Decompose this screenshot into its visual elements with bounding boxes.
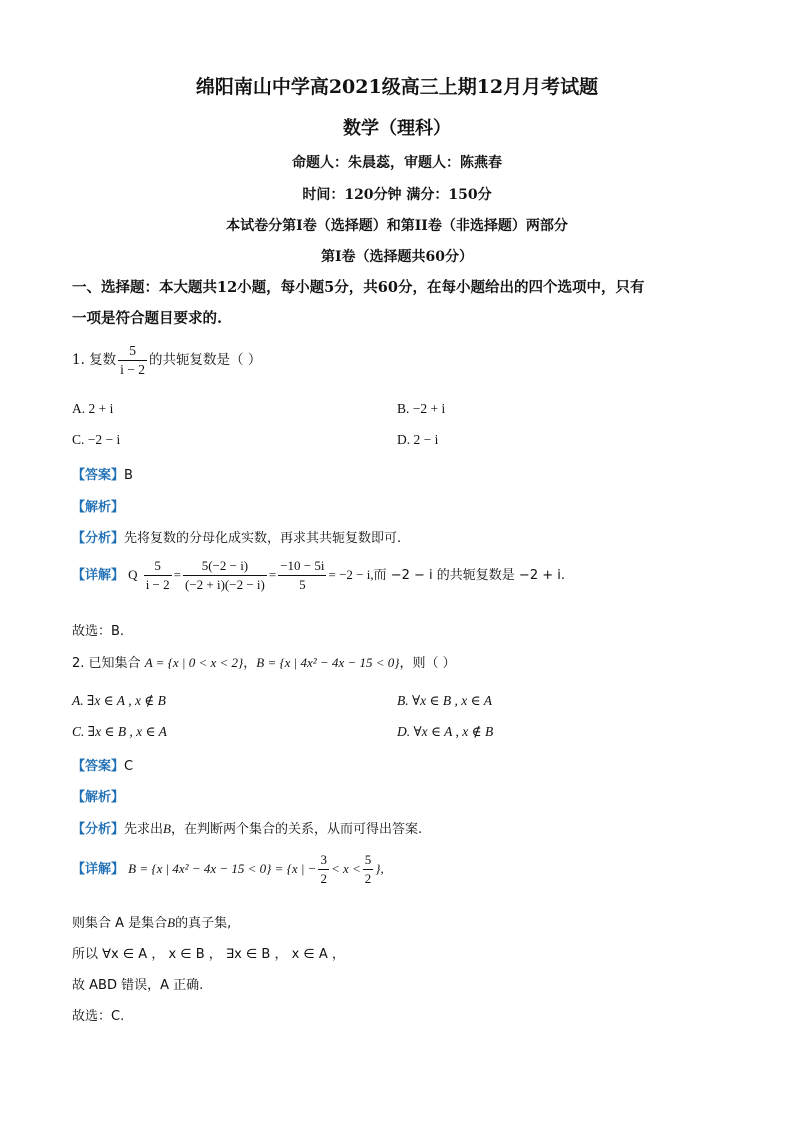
q1-detail-frac1: [144, 558, 172, 593]
q1-fraction: [118, 343, 147, 378]
section1-line1: 一、选择题：本大题共12小题，每小题5分，共60分，在每小题给出的四个选项中，只有: [72, 279, 645, 296]
jiexi-tag: 【解析】: [72, 790, 125, 805]
q1-tail: 的共轭复数是（ ）: [149, 352, 262, 368]
frac-den: i − 2: [145, 577, 170, 592]
q2-detail-right: },: [375, 861, 384, 876]
frac-num: 5: [144, 558, 172, 576]
q2-fenxi: [72, 818, 422, 837]
q1-frac-num: 5: [118, 343, 147, 361]
q2-sep: ，: [243, 656, 257, 671]
exam-title: 绵阳南山中学高2021级高三上期12月月考试题: [195, 76, 599, 98]
q2-jiexi: [72, 786, 124, 805]
q2-choose: 故选：C.: [72, 1009, 125, 1024]
q2-set-a: A = {x | 0 < x < 2}: [144, 655, 244, 670]
q2-option-d: D. ∀x ∈ A , x ∉ B: [397, 724, 494, 739]
q1-option-b: B. −2 + i: [397, 401, 446, 416]
q1-detail: 【详解】 Q $\frac{5}{i - 2}$ = $\frac{5(-2 - i)}{(-2 + i)(-2 - i)}$ = $\frac{-10 - 5i}{5}$ = −2 − i,而 −2 − i 的共轭复数是 −2 + i.: [72, 558, 565, 592]
q2-detail-frac2: [363, 852, 374, 887]
q2-option-a: A. ∃x ∈ A , x ∉ B: [72, 693, 166, 708]
q2-line1: [72, 912, 231, 931]
fenxi-tag: 【分析】: [72, 822, 125, 837]
q2-option-c: C. ∃x ∈ B , x ∈ A: [72, 724, 167, 739]
subject-title: 数学（理科）: [343, 118, 451, 139]
q2-detail-mid: < x <: [330, 861, 361, 876]
authors-line: 命题人：朱晨蕊，审题人：陈燕春: [292, 155, 502, 171]
q2-detail: [72, 852, 384, 887]
q1-option-d: D. 2 − i: [397, 432, 439, 447]
q2-detail-left: B = {x | 4x² − 4x − 15 < 0} = {x | −: [128, 861, 317, 876]
q1-choose: 故选：B.: [72, 624, 125, 639]
q1-option-c: C. −2 − i: [72, 432, 121, 447]
q2-fenxi-pre: 先求出: [124, 822, 164, 837]
q2-line1-var: B: [167, 915, 176, 930]
q1-result: = −2 − i,: [328, 567, 374, 582]
q1-option-a: A. 2 + i: [72, 401, 114, 416]
xiangjie-tag: 【详解】: [72, 568, 125, 583]
frac-den: 2: [364, 871, 372, 886]
q1-fenxi: [72, 527, 401, 546]
q1-fenxi-text: 先将复数的分母化成实数，再求其共轭复数即可.: [124, 531, 402, 546]
q2-option-b: B. ∀x ∈ B , x ∈ A: [397, 693, 492, 708]
question-2-stem: [72, 652, 456, 671]
q1-jiexi: [72, 496, 124, 515]
frac-den: (−2 + i)(−2 − i): [184, 577, 265, 592]
answer-tag: 【答案】: [72, 759, 125, 774]
q2-prefix: 2. 已知集合: [72, 656, 141, 671]
q1-answer: [72, 464, 133, 483]
q2-set-b: B = {x | 4x² − 4x − 15 < 0}: [256, 655, 400, 670]
q2-fenxi-var: B: [163, 821, 171, 836]
q2-line3: 故 ABD 错误，A 正确.: [72, 978, 204, 993]
because-symbol: Q: [128, 567, 138, 582]
part1-heading: 第I卷（选择题共60分）: [320, 249, 474, 265]
q2-line2: 所以 ∀x ∈ A ， x ∈ B ， ∃x ∈ B ， x ∈ A ，: [72, 947, 345, 962]
section1-line2: 一项是符合题目要求的.: [72, 310, 223, 327]
q2-fenxi-post: ，在判断两个集合的关系，从而可得出答案.: [170, 822, 423, 837]
paper-note: 本试卷分第I卷（选择题）和第II卷（非选择题）两部分: [226, 218, 568, 234]
q2-tail: ，则（ ）: [399, 656, 456, 671]
q2-line1-pre: 则集合 A 是集合: [72, 916, 168, 931]
q2-line1-post: 的真子集,: [175, 916, 232, 931]
frac-num: 5: [363, 852, 374, 870]
q1-detail-frac2: [183, 558, 267, 593]
q2-answer: [72, 755, 133, 774]
frac-num: 5(−2 − i): [183, 558, 267, 576]
q1-result-tail: 而 −2 − i 的共轭复数是 −2 + i.: [373, 568, 565, 583]
q1-answer-value: B: [124, 468, 133, 483]
q1-frac-den: i − 2: [120, 362, 146, 377]
q2-detail-frac1: [318, 852, 329, 887]
xiangjie-tag: 【详解】: [72, 862, 125, 877]
time-score-line: 时间：120分钟 满分：150分: [302, 187, 492, 203]
frac-den: 5: [299, 577, 306, 592]
answer-tag: 【答案】: [72, 468, 125, 483]
jiexi-tag: 【解析】: [72, 500, 125, 515]
fenxi-tag: 【分析】: [72, 531, 125, 546]
frac-den: 2: [320, 871, 327, 886]
frac-num: 3: [318, 852, 329, 870]
q2-answer-value: C: [124, 759, 134, 774]
question-1-stem: [72, 343, 261, 378]
frac-num: −10 − 5i: [278, 558, 326, 576]
q1-detail-frac3: [278, 558, 326, 593]
q1-number: 1. 复数: [72, 352, 117, 368]
